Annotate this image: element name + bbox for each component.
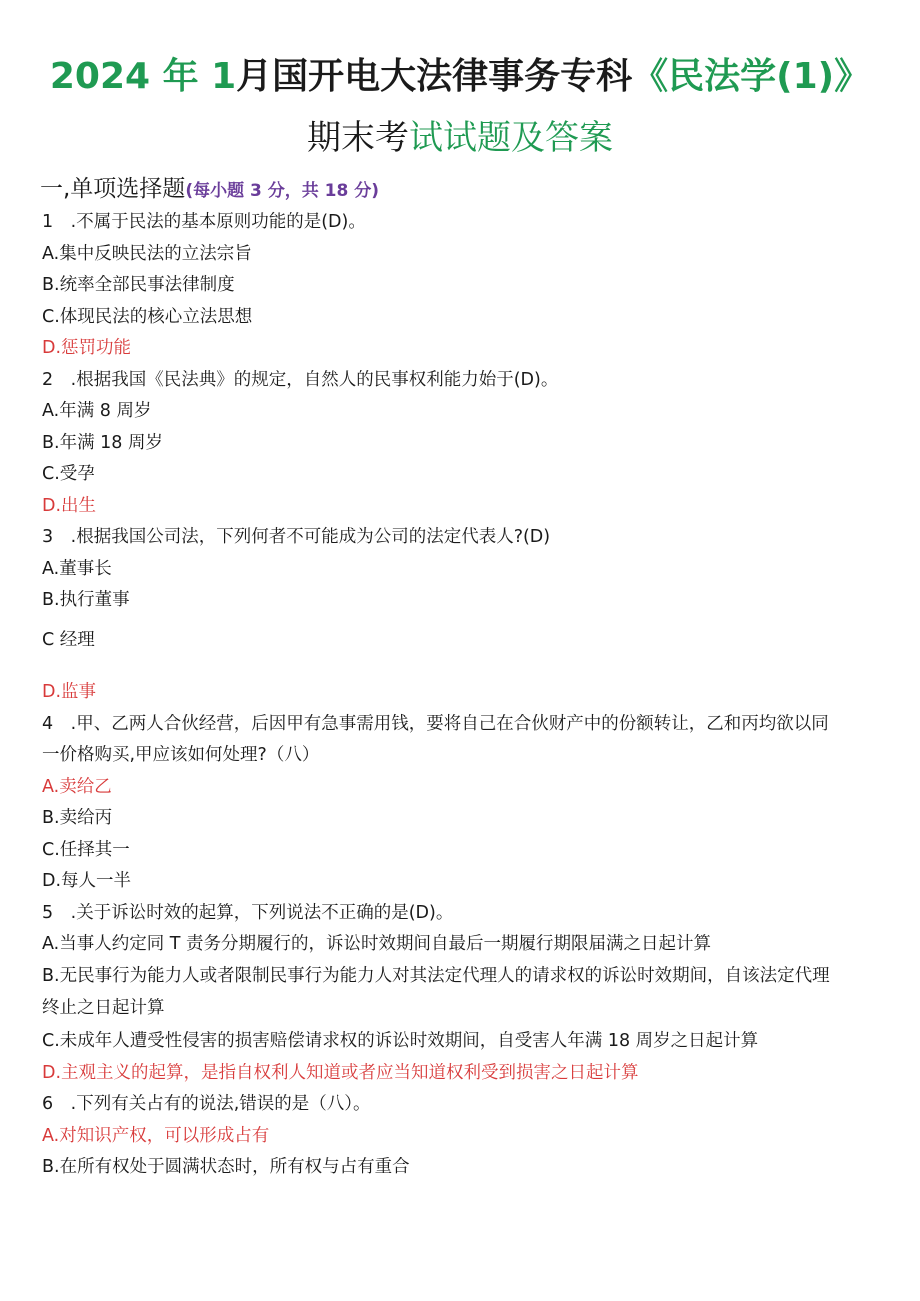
q2-option-b: B.年满 18 周岁 [42,433,163,453]
q6-stem: 6 .下列有关占有的说法,错误的是（八）。 [42,1094,371,1114]
q5-option-a: A.当事人约定同 T 责务分期履行的，诉讼时效期间自最后一期履行期限届满之日起计算 [42,934,712,954]
section-title: 一,单项选择题 [40,176,186,202]
document-title-line1 [0,52,920,102]
section-note: (每小题 3 分，共 18 分) [185,181,380,201]
title-year: 2024 年 1 [49,56,237,97]
q1-answer: D.惩罚功能 [42,338,132,358]
section-heading [40,174,379,206]
title-org: 月国开电大法律事务专科 [236,56,633,97]
q5-option-b: B.无民事行为能力人或者限制民事行为能力人对其法定代理人的请求权的诉讼时效期间，自该法定代理 [42,966,830,986]
q4-stem-cont: 一价格购买,甲应该如何处理?（八） [42,745,320,765]
q1-stem: 1 .不属于民法的基本原则功能的是(D)。 [42,212,366,232]
q6-answer: A.对知识产权，可以形成占有 [42,1126,270,1146]
q1-option-c: C.体现民法的核心立法思想 [42,307,253,327]
q1-option-b: B.统率全部民事法律制度 [42,275,235,295]
q2-answer: D.出生 [42,496,97,516]
q3-option-c: C 经理 [42,630,95,650]
q3-option-b: B.执行董事 [42,590,130,610]
q3-option-a: A.董事长 [42,559,112,579]
q4-answer: A.卖给乙 [42,777,112,797]
title-answers: 试试题及答案 [409,118,613,158]
q5-stem: 5 .关于诉讼时效的起算，下列说法不正确的是(D)。 [42,903,454,923]
title-course: 《民法学(1)》 [632,56,871,97]
q4-option-c: C.任择其一 [42,840,130,860]
q3-stem: 3 .根据我国公司法，下列何者不可能成为公司的法定代表人?(D) [42,527,551,547]
q4-option-b: B.卖给丙 [42,808,113,828]
title-exam: 期末考 [307,118,409,158]
q4-option-d: D.每人一半 [42,871,132,891]
document-title-line2 [0,114,920,162]
q6-option-b: B.在所有权处于圆满状态时，所有权与占有重合 [42,1157,410,1177]
q5-option-b-cont: 终止之日起计算 [42,998,165,1018]
q2-stem: 2 .根据我国《民法典》的规定，自然人的民事权利能力始于(D)。 [42,370,559,390]
q4-stem: 4 .甲、乙两人合伙经营，后因甲有急事需用钱，要将自己在合伙财产中的份额转让，乙和丙均欲以同 [42,714,829,734]
q2-option-c: C.受孕 [42,464,95,484]
q5-option-c: C.未成年人遭受性侵害的损害赔偿请求权的诉讼时效期间，自受害人年满 18 周岁之日起计算 [42,1031,759,1051]
q5-answer: D.主观主义的起算，是指自权利人知道或者应当知道权利受到损害之日起计算 [42,1063,639,1083]
q1-option-a: A.集中反映民法的立法宗旨 [42,244,252,264]
q3-answer: D.监事 [42,682,97,702]
q2-option-a: A.年满 8 周岁 [42,401,152,421]
